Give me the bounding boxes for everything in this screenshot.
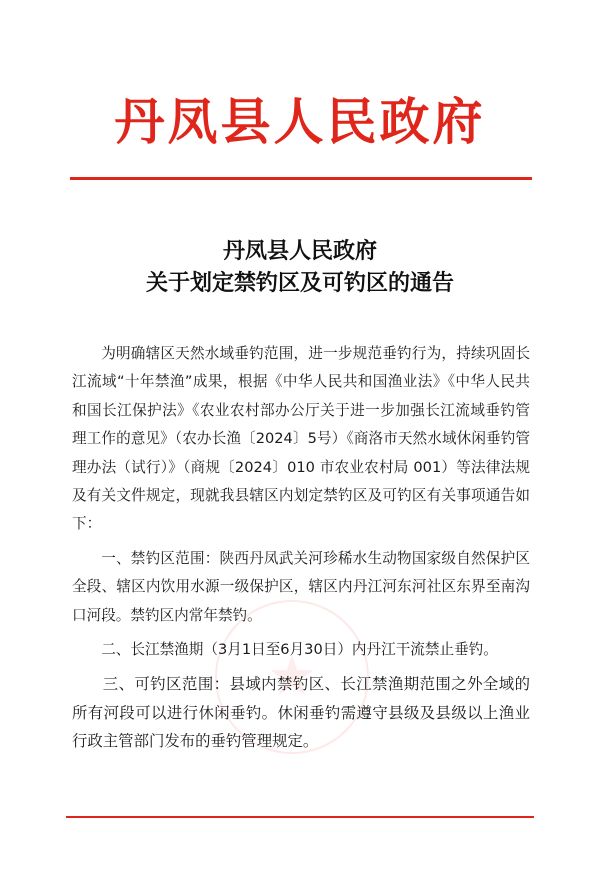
issuer-header-title: 丹凤县人民政府 bbox=[114, 92, 486, 151]
header-red-rule bbox=[70, 177, 532, 180]
notice-paragraph-intro: 为明确辖区天然水域垂钓范围，进一步规范垂钓行为，持续巩固长江流域“十年禁渔”成果，根据《中华人民共和国渔业法》《中华人民共和国长江保护法》《农业农村部办公厅关于进一步加强长江流域垂钓管理工作的意见》（农办长渔〔2024〕5号）《商洛市天然水域休闲垂钓管理办法（试行）》（商规〔2024〕010 市农业农村局 001）等法律法规及有关文件规定，现就我县辖区内划定禁钓区及可钓区有关事项通告如下： bbox=[72, 345, 530, 533]
notice-body bbox=[72, 340, 530, 756]
seal-star-icon: ★ bbox=[266, 644, 318, 709]
notice-paragraph-no-fishing-zone: 一、禁钓区范围：陕西丹凤武关河珍稀水生动物国家级自然保护区全段、辖区内饮用水源一级保护区，辖区内丹江河东河社区东界至南沟口河段。禁钓区内常年禁钓。 bbox=[72, 549, 530, 624]
footer-red-rule bbox=[66, 816, 534, 818]
document-title-line-1: 丹凤县人民政府 bbox=[222, 238, 377, 264]
notice-paragraph-fishing-zone: 三、可钓区范围：县域内禁钓区、长江禁渔期范围之外全域的所有河段可以进行休闲垂钓。休闲垂钓需遵守县级及县级以上渔业行政主管部门发布的垂钓管理规定。 bbox=[72, 675, 530, 751]
notice-paragraph-closed-season: 二、长江禁渔期（3月1日至6月30日）内丹江干流禁止垂钓。 bbox=[101, 641, 498, 659]
document-title-line-2: 关于划定禁钓区及可钓区的通告 bbox=[145, 270, 454, 296]
